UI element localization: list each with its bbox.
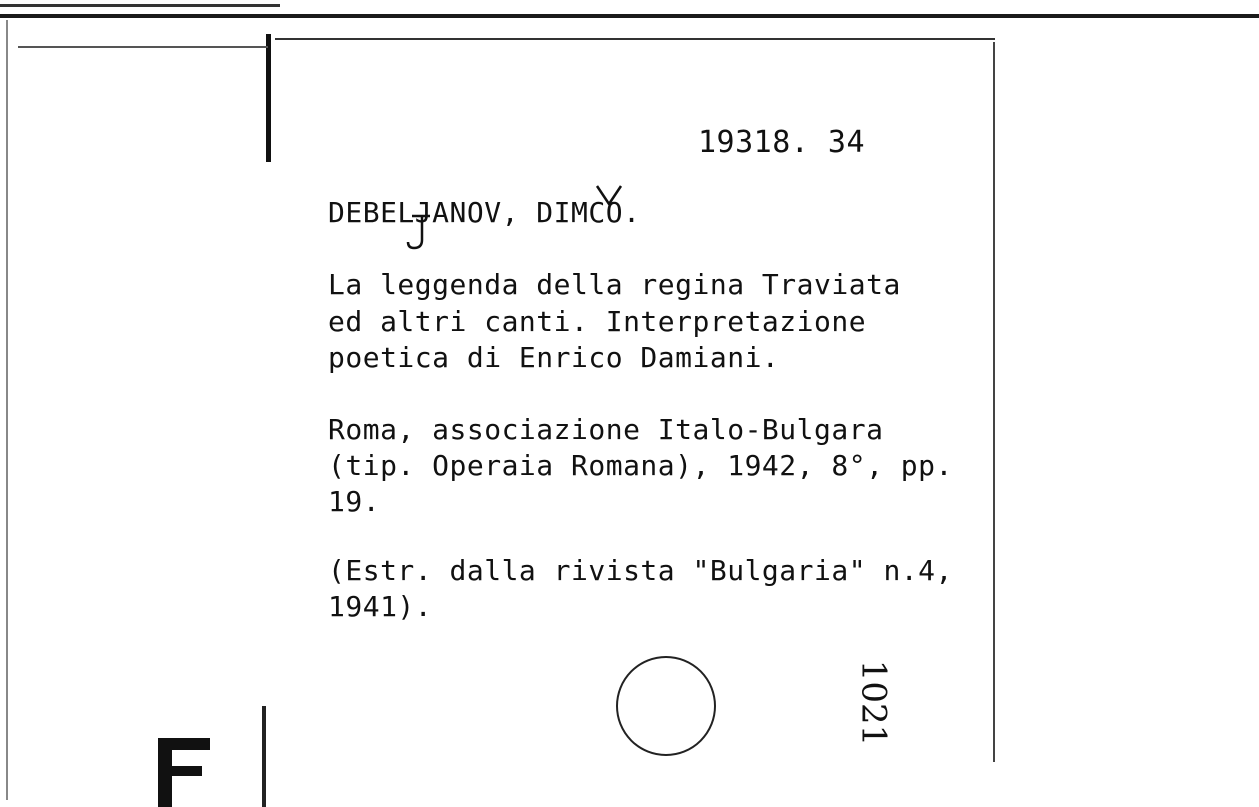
title-line-3: poetica di Enrico Damiani. (328, 341, 780, 374)
author-heading: DEBELJANOV, DIMCO. (328, 196, 641, 229)
imprint-line-3: 19. (328, 485, 381, 518)
title-line-1: La leggenda della regina Traviata (328, 268, 901, 301)
card-left-bracket (266, 34, 271, 162)
scan-top-rule-short (0, 4, 280, 7)
punch-hole (616, 656, 716, 756)
scan-top-rule (0, 14, 1259, 18)
title-line-2: ed altri canti. Interpretazione (328, 305, 867, 338)
card-right-edge (993, 42, 995, 762)
handwritten-caron-mark (594, 184, 624, 206)
card-top-edge (275, 38, 995, 40)
call-number: 19318. 34 (698, 125, 866, 160)
note-line-1: (Estr. dalla rivista "Bulgaria" n.4, (328, 554, 953, 587)
f-tab-mark (158, 738, 210, 807)
stamp-number: 1021 (853, 659, 894, 747)
card-left-rule (18, 46, 268, 48)
handwritten-j-mark (404, 212, 434, 252)
imprint-line-2: (tip. Operaia Romana), 1942, 8°, pp. (328, 449, 953, 482)
note-line-2: 1941). (328, 590, 433, 623)
card-bottom-bracket (262, 706, 266, 807)
scan-left-edge (6, 20, 8, 800)
imprint-line-1: Roma, associazione Italo-Bulgara (328, 413, 884, 446)
